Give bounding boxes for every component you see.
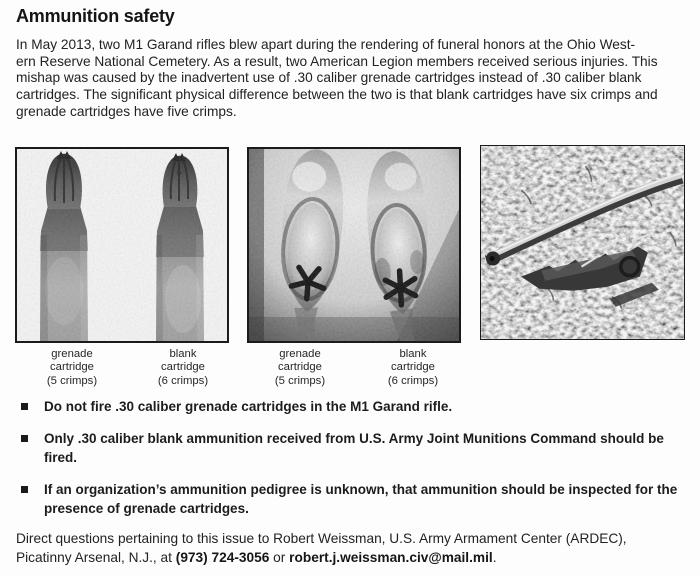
- bullet-item-inspect-pedigree: [20, 480, 680, 518]
- square-bullet-icon: [21, 403, 28, 410]
- contact-line1: Direct questions pertaining to this issue to Robert Weissman, U.S. Army Armament Center (ARDEC),: [16, 531, 627, 546]
- caption-line: cartridge: [161, 361, 205, 374]
- contact-line2-prefix: Picatinny Arsenal, N.J., at: [16, 550, 176, 565]
- caption-blank-cartridge-side: [128, 348, 238, 388]
- bullet-text: Only .30 caliber blank ammunition received from U.S. Army Joint Munitions Command should be fired.: [44, 431, 664, 465]
- caption-line: (6 crimps): [157, 374, 209, 387]
- caption-line: cartridge: [391, 361, 435, 374]
- intro-line: cartridges. The significant physical difference between the two is that blank cartridges have six crimps and: [16, 87, 658, 103]
- bullet-text: If an organization’s ammunition pedigree is unknown, that ammunition should be inspected for the presence of grenade cartridges.: [44, 482, 678, 516]
- caption-line: cartridge: [278, 361, 322, 374]
- caption-grenade-cartridge-side: [17, 348, 127, 388]
- caption-line: grenade: [279, 348, 321, 360]
- phone-number: (973) 724-3056: [175, 550, 270, 565]
- caption-line: blank: [399, 348, 427, 360]
- safety-bullet-list: [20, 397, 680, 531]
- caption-line: blank: [169, 348, 197, 360]
- intro-line: In May 2013, two M1 Garand rifles blew apart during the rendering of funeral honors at the Ohio West-: [16, 37, 636, 52]
- contact-connector: or: [269, 550, 290, 565]
- cartridge-side-view-art: [17, 149, 227, 341]
- square-bullet-icon: [21, 486, 28, 493]
- bullet-text: Do not fire .30 caliber grenade cartridges in the M1 Garand rifle.: [44, 399, 453, 414]
- bullet-item-do-not-fire: [20, 397, 680, 416]
- cartridge-tip-view-photo: [247, 147, 461, 343]
- contact-paragraph: [16, 529, 692, 567]
- email-address: robert.j.weissman.civ@mail.mil: [289, 550, 493, 565]
- square-bullet-icon: [21, 435, 28, 442]
- caption-line: cartridge: [50, 361, 94, 374]
- damaged-rifle-photo: [480, 145, 685, 340]
- cartridge-side-view-photo: [15, 147, 229, 343]
- caption-blank-cartridge-tip: [358, 348, 468, 388]
- contact-suffix: .: [492, 550, 497, 565]
- intro-line: mishap was caused by the inadvertent use of .30 caliber grenade cartridges instead of .30 caliber blank: [16, 70, 642, 86]
- page-title: Ammunition safety: [16, 6, 175, 26]
- caption-line: (5 crimps): [46, 374, 98, 387]
- intro-line: grenade cartridges have five crimps.: [16, 103, 237, 119]
- intro-line: ern Reserve National Cemetery. As a result, two American Legion members received serious injuries. This: [16, 53, 658, 69]
- intro-paragraph: [16, 37, 692, 121]
- bullet-item-only-blank-ammo: [20, 429, 680, 467]
- damaged-rifle-art: [481, 146, 684, 339]
- caption-grenade-cartridge-tip: [245, 348, 355, 388]
- caption-line: (6 crimps): [387, 374, 439, 387]
- caption-line: grenade: [51, 348, 93, 360]
- caption-line: (5 crimps): [274, 374, 326, 387]
- cartridge-tip-view-art: [249, 149, 459, 341]
